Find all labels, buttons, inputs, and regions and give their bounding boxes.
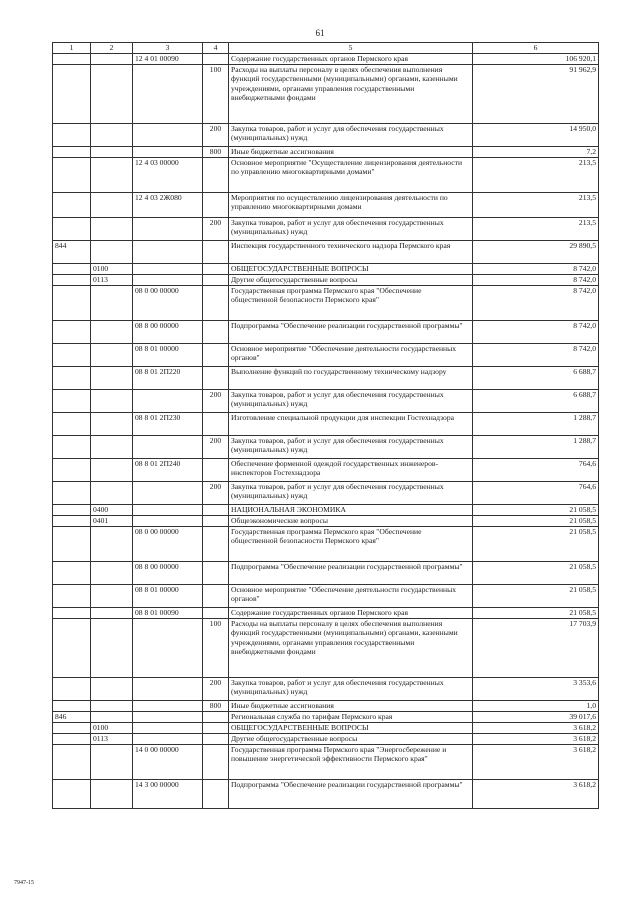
section-code-cell [91, 389, 133, 412]
section-code-cell [91, 343, 133, 366]
item-name-cell: Подпрограмма "Обеспечение реализации государственной программы" [229, 561, 473, 584]
expense-type-code-cell: 800 [203, 700, 229, 711]
item-name-cell: Инспекция государственного технического надзора Пермского края [229, 240, 473, 263]
amount-cell: 21 058,5 [473, 504, 599, 515]
amount-cell: 29 890,5 [473, 240, 599, 263]
item-name-cell: Расходы на выплаты персоналу в целях обеспечения выполнения функций государственными (муниципальными) органами, казенными учреждениями, органами управления государственными внебюджетными фондами [229, 618, 473, 677]
table-row [53, 458, 599, 481]
department-code-cell [53, 561, 91, 584]
table-row [53, 217, 599, 240]
target-article-code-cell [133, 64, 203, 123]
page-number: 61 [315, 28, 325, 38]
table-row [53, 561, 599, 584]
table-row [53, 320, 599, 343]
item-name-cell: Другие общегосударственные вопросы [229, 274, 473, 285]
section-code-cell [91, 700, 133, 711]
table-row [53, 584, 599, 607]
section-code-cell: 0100 [91, 722, 133, 733]
section-code-cell: 0401 [91, 515, 133, 526]
section-code-cell [91, 217, 133, 240]
department-code-cell [53, 733, 91, 744]
amount-cell: 213,5 [473, 192, 599, 217]
section-code-cell [91, 561, 133, 584]
target-article-code-cell [133, 123, 203, 146]
department-code-cell [53, 192, 91, 217]
item-name-cell: Содержание государственных органов Пермского края [229, 53, 473, 64]
target-article-code-cell [133, 217, 203, 240]
target-article-code-cell [133, 677, 203, 700]
department-code-cell [53, 366, 91, 389]
expense-type-code-cell [203, 779, 229, 808]
section-code-cell: 0400 [91, 504, 133, 515]
table-row [53, 733, 599, 744]
section-code-cell [91, 744, 133, 779]
table-row [53, 618, 599, 677]
item-name-cell: Изготовление специальной продукции для инспекции Гостехнадзора [229, 412, 473, 435]
item-name-cell: Иные бюджетные ассигнования [229, 700, 473, 711]
target-article-code-cell [133, 733, 203, 744]
item-name-cell: Закупка товаров, работ и услуг для обеспечения государственных (муниципальных) нужд [229, 123, 473, 146]
expense-type-code-cell [203, 366, 229, 389]
amount-cell: 21 058,5 [473, 515, 599, 526]
section-code-cell [91, 157, 133, 192]
target-article-code-cell: 08 8 01 2П240 [133, 458, 203, 481]
amount-cell: 8 742,0 [473, 285, 599, 320]
expense-type-code-cell [203, 458, 229, 481]
table-row [53, 412, 599, 435]
table-row [53, 677, 599, 700]
amount-cell: 213,5 [473, 217, 599, 240]
table-row [53, 64, 599, 123]
item-name-cell: Подпрограмма "Обеспечение реализации государственной программы" [229, 779, 473, 808]
section-code-cell [91, 412, 133, 435]
department-code-cell [53, 146, 91, 157]
table-row [53, 722, 599, 733]
expense-type-code-cell [203, 744, 229, 779]
amount-cell: 39 017,6 [473, 711, 599, 722]
item-name-cell: Мероприятия по осуществлению лицензирования деятельности по управлению многоквартирными домами [229, 192, 473, 217]
amount-cell: 8 742,0 [473, 343, 599, 366]
amount-cell: 8 742,0 [473, 274, 599, 285]
section-code-cell [91, 146, 133, 157]
table-row [53, 343, 599, 366]
expense-type-code-cell [203, 733, 229, 744]
department-code-cell [53, 515, 91, 526]
target-article-code-cell [133, 700, 203, 711]
department-code-cell [53, 343, 91, 366]
table-row [53, 700, 599, 711]
target-article-code-cell [133, 263, 203, 274]
target-article-code-cell: 08 8 00 00000 [133, 561, 203, 584]
target-article-code-cell [133, 240, 203, 263]
header-col-6: 6 [473, 43, 599, 54]
target-article-code-cell [133, 722, 203, 733]
expense-type-code-cell: 200 [203, 217, 229, 240]
section-code-cell [91, 481, 133, 504]
expense-type-code-cell: 100 [203, 618, 229, 677]
section-code-cell [91, 711, 133, 722]
amount-cell: 1 288,7 [473, 412, 599, 435]
department-code-cell [53, 435, 91, 458]
target-article-code-cell [133, 504, 203, 515]
table-row [53, 435, 599, 458]
target-article-code-cell: 08 8 01 00000 [133, 343, 203, 366]
amount-cell: 6 688,7 [473, 389, 599, 412]
table-row [53, 481, 599, 504]
item-name-cell: Содержание государственных органов Пермского края [229, 607, 473, 618]
item-name-cell: Государственная программа Пермского края "Энергосбережение и повышение энергетической эффективности Пермского края" [229, 744, 473, 779]
table-row [53, 146, 599, 157]
section-code-cell [91, 607, 133, 618]
target-article-code-cell: 14 0 00 00000 [133, 744, 203, 779]
amount-cell: 764,6 [473, 458, 599, 481]
item-name-cell: Закупка товаров, работ и услуг для обеспечения государственных (муниципальных) нужд [229, 217, 473, 240]
budget-table [52, 42, 599, 809]
section-code-cell [91, 779, 133, 808]
department-code-cell [53, 64, 91, 123]
header-col-3: 3 [133, 43, 203, 54]
expense-type-code-cell [203, 285, 229, 320]
expense-type-code-cell [203, 607, 229, 618]
expense-type-code-cell [203, 526, 229, 561]
amount-cell: 3 618,2 [473, 733, 599, 744]
item-name-cell: Основное мероприятие "Обеспечение деятельности государственных органов" [229, 343, 473, 366]
expense-type-code-cell [203, 722, 229, 733]
section-code-cell [91, 435, 133, 458]
amount-cell: 8 742,0 [473, 320, 599, 343]
table-row [53, 504, 599, 515]
amount-cell: 3 618,2 [473, 744, 599, 779]
footer-code: 7947-15 [14, 880, 34, 886]
department-code-cell [53, 458, 91, 481]
expense-type-code-cell [203, 157, 229, 192]
department-code-cell [53, 677, 91, 700]
amount-cell: 7,2 [473, 146, 599, 157]
department-code-cell [53, 504, 91, 515]
department-code-cell [53, 123, 91, 146]
section-code-cell [91, 618, 133, 677]
table-row [53, 526, 599, 561]
target-article-code-cell: 08 8 01 00000 [133, 584, 203, 607]
expense-type-code-cell [203, 515, 229, 526]
expense-type-code-cell [203, 561, 229, 584]
department-code-cell [53, 157, 91, 192]
section-code-cell: 0100 [91, 263, 133, 274]
item-name-cell: Обеспечение форменной одеждой государственных инженеров-инспекторов Гостехнадзора [229, 458, 473, 481]
item-name-cell: Закупка товаров, работ и услуг для обеспечения государственных (муниципальных) нужд [229, 389, 473, 412]
department-code-cell [53, 618, 91, 677]
department-code-cell [53, 53, 91, 64]
expense-type-code-cell [203, 320, 229, 343]
expense-type-code-cell [203, 711, 229, 722]
expense-type-code-cell [203, 412, 229, 435]
section-code-cell [91, 240, 133, 263]
table-row [53, 285, 599, 320]
target-article-code-cell [133, 515, 203, 526]
department-code-cell [53, 263, 91, 274]
target-article-code-cell [133, 274, 203, 285]
table-row [53, 123, 599, 146]
expense-type-code-cell [203, 53, 229, 64]
department-code-cell [53, 700, 91, 711]
item-name-cell: Иные бюджетные ассигнования [229, 146, 473, 157]
target-article-code-cell: 12 4 01 00090 [133, 53, 203, 64]
amount-cell: 3 618,2 [473, 722, 599, 733]
table-row [53, 607, 599, 618]
section-code-cell: 0113 [91, 733, 133, 744]
item-name-cell: Закупка товаров, работ и услуг для обеспечения государственных (муниципальных) нужд [229, 677, 473, 700]
expense-type-code-cell [203, 240, 229, 263]
table-row [53, 515, 599, 526]
target-article-code-cell [133, 711, 203, 722]
table-row [53, 157, 599, 192]
amount-cell: 6 688,7 [473, 366, 599, 389]
table-row [53, 744, 599, 779]
department-code-cell [53, 607, 91, 618]
item-name-cell: Основное мероприятие "Обеспечение деятельности государственных органов" [229, 584, 473, 607]
header-col-4: 4 [203, 43, 229, 54]
section-code-cell [91, 285, 133, 320]
amount-cell: 106 920,1 [473, 53, 599, 64]
department-code-cell [53, 285, 91, 320]
department-code-cell [53, 274, 91, 285]
expense-type-code-cell: 200 [203, 435, 229, 458]
target-article-code-cell: 08 8 01 2П230 [133, 412, 203, 435]
target-article-code-cell: 12 4 03 2Ж080 [133, 192, 203, 217]
target-article-code-cell [133, 435, 203, 458]
section-code-cell [91, 584, 133, 607]
section-code-cell [91, 192, 133, 217]
department-code-cell [53, 779, 91, 808]
target-article-code-cell: 08 8 01 00090 [133, 607, 203, 618]
target-article-code-cell [133, 618, 203, 677]
amount-cell: 3 618,2 [473, 779, 599, 808]
expense-type-code-cell [203, 192, 229, 217]
section-code-cell [91, 53, 133, 64]
department-code-cell [53, 217, 91, 240]
target-article-code-cell: 08 0 00 00000 [133, 285, 203, 320]
target-article-code-cell: 08 0 00 00000 [133, 526, 203, 561]
expense-type-code-cell: 100 [203, 64, 229, 123]
target-article-code-cell [133, 481, 203, 504]
header-col-1: 1 [53, 43, 91, 54]
item-name-cell: Подпрограмма "Обеспечение реализации государственной программы" [229, 320, 473, 343]
item-name-cell: Другие общегосударственные вопросы [229, 733, 473, 744]
header-col-5: 5 [229, 43, 473, 54]
expense-type-code-cell: 800 [203, 146, 229, 157]
target-article-code-cell: 12 4 03 00000 [133, 157, 203, 192]
table-row [53, 53, 599, 64]
department-code-cell [53, 389, 91, 412]
department-code-cell [53, 744, 91, 779]
item-name-cell: Основное мероприятие "Осуществление лицензирования деятельности по управлению многоквартирными домами" [229, 157, 473, 192]
item-name-cell: Региональная служба по тарифам Пермского края [229, 711, 473, 722]
table-row [53, 274, 599, 285]
table-row [53, 366, 599, 389]
expense-type-code-cell: 200 [203, 389, 229, 412]
department-code-cell [53, 526, 91, 561]
item-name-cell: Общеэкономические вопросы [229, 515, 473, 526]
target-article-code-cell: 08 8 00 00000 [133, 320, 203, 343]
item-name-cell: Закупка товаров, работ и услуг для обеспечения государственных (муниципальных) нужд [229, 435, 473, 458]
expense-type-code-cell: 200 [203, 677, 229, 700]
section-code-cell [91, 366, 133, 389]
header-col-2: 2 [91, 43, 133, 54]
department-code-cell [53, 320, 91, 343]
section-code-cell [91, 320, 133, 343]
expense-type-code-cell [203, 274, 229, 285]
amount-cell: 764,6 [473, 481, 599, 504]
item-name-cell: Государственная программа Пермского края "Обеспечение общественной безопасности Пермского края" [229, 526, 473, 561]
table-row [53, 779, 599, 808]
item-name-cell: Закупка товаров, работ и услуг для обеспечения государственных (муниципальных) нужд [229, 481, 473, 504]
amount-cell: 91 962,9 [473, 64, 599, 123]
section-code-cell [91, 64, 133, 123]
department-code-cell [53, 412, 91, 435]
table-row [53, 711, 599, 722]
amount-cell: 1 288,7 [473, 435, 599, 458]
item-name-cell: Выполнение функций по государственному техническому надзору [229, 366, 473, 389]
department-code-cell: 844 [53, 240, 91, 263]
amount-cell: 14 950,0 [473, 123, 599, 146]
section-code-cell [91, 526, 133, 561]
section-code-cell [91, 123, 133, 146]
amount-cell: 213,5 [473, 157, 599, 192]
section-code-cell: 0113 [91, 274, 133, 285]
section-code-cell [91, 677, 133, 700]
target-article-code-cell [133, 389, 203, 412]
item-name-cell: Государственная программа Пермского края "Обеспечение общественной безопасности Пермского края" [229, 285, 473, 320]
department-code-cell: 846 [53, 711, 91, 722]
expense-type-code-cell: 200 [203, 481, 229, 504]
expense-type-code-cell [203, 343, 229, 366]
table-row [53, 192, 599, 217]
amount-cell: 8 742,0 [473, 263, 599, 274]
amount-cell: 21 058,5 [473, 561, 599, 584]
department-code-cell [53, 584, 91, 607]
header-row [53, 43, 599, 54]
target-article-code-cell: 14 3 00 00000 [133, 779, 203, 808]
item-name-cell: НАЦИОНАЛЬНАЯ ЭКОНОМИКА [229, 504, 473, 515]
table-row [53, 240, 599, 263]
table-row [53, 389, 599, 412]
amount-cell: 17 703,9 [473, 618, 599, 677]
target-article-code-cell: 08 8 01 2П220 [133, 366, 203, 389]
department-code-cell [53, 722, 91, 733]
section-code-cell [91, 458, 133, 481]
department-code-cell [53, 481, 91, 504]
expense-type-code-cell [203, 263, 229, 274]
amount-cell: 21 058,5 [473, 584, 599, 607]
amount-cell: 21 058,5 [473, 607, 599, 618]
table-row [53, 263, 599, 274]
item-name-cell: ОБЩЕГОСУДАРСТВЕННЫЕ ВОПРОСЫ [229, 263, 473, 274]
expense-type-code-cell: 200 [203, 123, 229, 146]
expense-type-code-cell [203, 504, 229, 515]
expense-type-code-cell [203, 584, 229, 607]
amount-cell: 3 353,6 [473, 677, 599, 700]
item-name-cell: ОБЩЕГОСУДАРСТВЕННЫЕ ВОПРОСЫ [229, 722, 473, 733]
amount-cell: 21 058,5 [473, 526, 599, 561]
item-name-cell: Расходы на выплаты персоналу в целях обеспечения выполнения функций государственными (муниципальными) органами, казенными учреждениями, органами управления государственными внебюджетными фондами [229, 64, 473, 123]
amount-cell: 1,0 [473, 700, 599, 711]
target-article-code-cell [133, 146, 203, 157]
